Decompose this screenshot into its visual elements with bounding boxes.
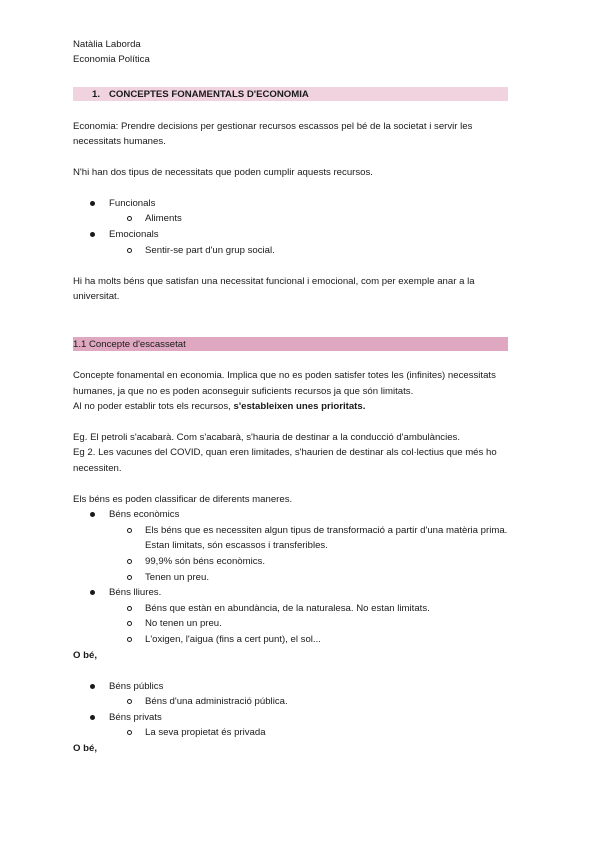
bullet-circle-icon xyxy=(127,606,132,611)
definition-line-2: necessitats humanes. xyxy=(73,136,166,147)
bullet-dot-icon xyxy=(90,684,95,689)
example-line-2: Eg 2. Les vacunes del COVID, quan eren limitades, s'haurien de destinar als col·lectius que més ho xyxy=(73,447,497,458)
bullet-dot-icon xyxy=(90,232,95,237)
section-title: CONCEPTES FONAMENTALS D'ECONOMIA xyxy=(109,89,309,100)
bullet-circle-icon xyxy=(127,637,132,642)
or-separator-2: O bé, xyxy=(73,743,97,754)
public-goods-desc: Béns d'una administració pública. xyxy=(145,696,288,707)
scarcity-text: Al no poder establir tots els recursos, xyxy=(73,401,234,412)
bullet-dot-icon xyxy=(90,590,95,595)
list-subitem-food: Aliments xyxy=(145,213,182,224)
bullet-circle-icon xyxy=(127,248,132,253)
bullet-circle-icon xyxy=(127,559,132,564)
bullet-circle-icon xyxy=(127,730,132,735)
free-goods-desc: Béns que estàn en abundància, de la naturalesa. No estan limitats. xyxy=(145,603,430,614)
goods-both-line-2: universitat. xyxy=(73,291,120,302)
economic-goods-price: Tenen un preu. xyxy=(145,572,210,583)
section-number: 1. xyxy=(92,89,101,100)
bullet-dot-icon xyxy=(90,715,95,720)
list-item-functional: Funcionals xyxy=(109,198,156,209)
economic-goods-percent: 99,9% són béns econòmics. xyxy=(145,556,265,567)
bullet-circle-icon xyxy=(127,528,132,533)
example-line-3: necessiten. xyxy=(73,463,122,474)
economic-goods-desc-2: Estan limitats, són escassos i transferibles. xyxy=(145,540,328,551)
section-heading xyxy=(92,89,309,101)
bullet-dot-icon xyxy=(90,201,95,206)
scarcity-line-2: humanes, ja que no es poden aconseguir suficients recursos ja que són limitats. xyxy=(73,386,414,397)
or-separator-1: O bé, xyxy=(73,650,97,661)
list-item-private-goods: Béns privats xyxy=(109,712,162,723)
list-subitem-belonging: Sentir-se part d'un grup social. xyxy=(145,245,275,256)
scarcity-line-1: Concepte fonamental en economia. Implica que no es poden satisfer totes les (infinites) necessitats xyxy=(73,370,496,381)
list-item-public-goods: Béns públics xyxy=(109,681,164,692)
free-goods-examples: L'oxigen, l'aigua (fins a cert punt), el sol... xyxy=(145,634,321,645)
bullet-dot-icon xyxy=(90,512,95,517)
list-item-free-goods: Béns lliures. xyxy=(109,587,162,598)
bullet-circle-icon xyxy=(127,621,132,626)
list-item-emotional: Emocionals xyxy=(109,229,159,240)
author-name: Natàlia Laborda xyxy=(73,39,141,50)
scarcity-line-3 xyxy=(73,401,365,413)
subsection-heading: 1.1 Concepte d'escassetat xyxy=(73,339,186,350)
scarcity-emphasis: s'estableixen unes prioritats. xyxy=(233,401,366,412)
subject-name: Economia Política xyxy=(73,54,150,65)
free-goods-price: No tenen un preu. xyxy=(145,618,222,629)
private-goods-desc: La seva propietat és privada xyxy=(145,727,266,738)
bullet-circle-icon xyxy=(127,216,132,221)
goods-both-line-1: Hi ha molts béns que satisfan una necessitat funcional i emocional, com per exemple anar a la xyxy=(73,276,475,287)
classify-intro: Els béns es poden classificar de diferents maneres. xyxy=(73,494,293,505)
definition-line-1: Economia: Prendre decisions per gestionar recursos escassos pel bé de la societat i servir les xyxy=(73,121,473,132)
bullet-circle-icon xyxy=(127,699,132,704)
example-line-1: Eg. El petroli s'acabarà. Com s'acabarà, s'hauria de destinar a la conducció d'ambulàncies. xyxy=(73,432,461,443)
economic-goods-desc-1: Els béns que es necessiten algun tipus de transformació a partir d'una matèria prima. xyxy=(145,525,508,536)
list-item-economic-goods: Béns econòmics xyxy=(109,509,180,520)
needs-intro: N'hi han dos tipus de necessitats que poden cumplir aquests recursos. xyxy=(73,167,373,178)
bullet-circle-icon xyxy=(127,575,132,580)
